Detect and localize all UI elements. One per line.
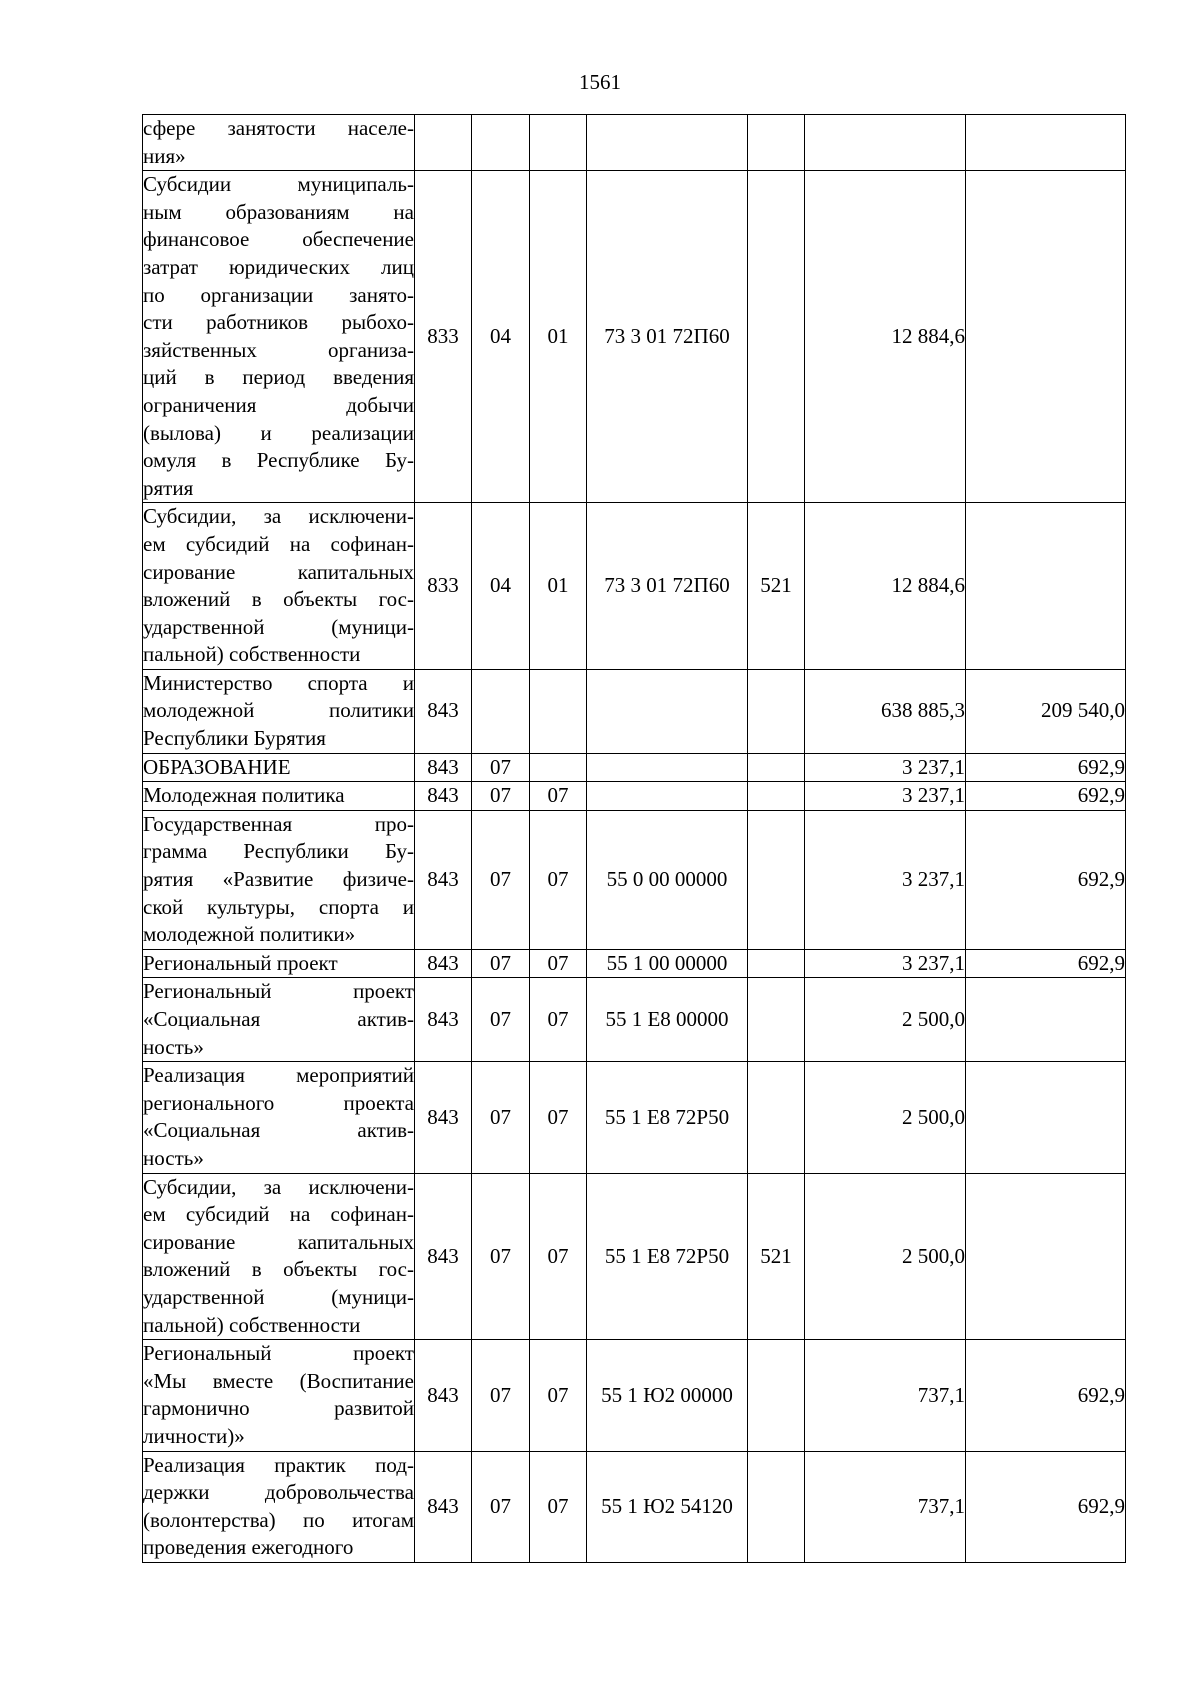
table-row xyxy=(143,171,1126,503)
amount-cell: 12 884,6 xyxy=(805,503,966,670)
item-name-line: ограничения добычи xyxy=(143,392,414,417)
subsection-cell: 01 xyxy=(530,503,587,670)
item-name-line: Государственная про- xyxy=(143,811,414,836)
target-article-cell: 55 1 E8 72P50 xyxy=(587,1173,748,1340)
amount-cell: 2 500,0 xyxy=(805,1173,966,1340)
item-name-line: Республики Бурятия xyxy=(143,726,326,751)
table-row xyxy=(143,1062,1126,1173)
item-name-line: «Мы вместе (Воспитание xyxy=(143,1368,414,1393)
item-name-line: ОБРАЗОВАНИЕ xyxy=(143,754,291,779)
item-name-line: ударственной (муници- xyxy=(143,614,414,639)
expense-type-cell xyxy=(748,753,805,782)
item-name-line: Министерство спорта и xyxy=(143,670,414,695)
item-name-line: «Социальная актив- xyxy=(143,1118,414,1143)
expense-type-cell: 521 xyxy=(748,1173,805,1340)
item-name-line: проведения ежегодного xyxy=(143,1535,354,1560)
table-row xyxy=(143,1451,1126,1562)
item-name-line: Региональный проект xyxy=(143,950,338,975)
item-name-cell xyxy=(143,1451,415,1562)
expense-type-cell xyxy=(748,669,805,753)
amount-cell: 3 237,1 xyxy=(805,753,966,782)
amount-cell-2 xyxy=(966,503,1126,670)
target-article-cell: 55 0 00 00000 xyxy=(587,810,748,949)
item-name-line: Субсидии, за исключени- xyxy=(143,504,414,529)
table-row xyxy=(143,810,1126,949)
table-row xyxy=(143,115,1126,171)
table-body xyxy=(143,115,1126,1563)
amount-cell-2: 692,9 xyxy=(966,1340,1126,1451)
item-name-cell xyxy=(143,810,415,949)
table-row xyxy=(143,978,1126,1062)
item-name-line: Субсидии муниципаль- xyxy=(143,172,414,197)
item-name-line: молодежной политики» xyxy=(143,922,356,947)
item-name-line: ным образованиям на xyxy=(143,199,414,224)
admin-code-cell xyxy=(415,115,472,171)
amount-cell-2: 692,9 xyxy=(966,810,1126,949)
expense-type-cell xyxy=(748,1451,805,1562)
item-name-cell xyxy=(143,949,415,978)
subsection-cell: 01 xyxy=(530,171,587,503)
amount-cell-2: 692,9 xyxy=(966,753,1126,782)
item-name-line: сирование капитальных xyxy=(143,1229,414,1254)
expense-type-cell xyxy=(748,782,805,811)
subsection-cell: 07 xyxy=(530,978,587,1062)
amount-cell: 2 500,0 xyxy=(805,978,966,1062)
amount-cell-2: 692,9 xyxy=(966,782,1126,811)
item-name-line: сти работников рыбохо- xyxy=(143,310,414,335)
item-name-line: пальной) собственности xyxy=(143,642,361,667)
target-article-cell: 55 1 00 00000 xyxy=(587,949,748,978)
item-name-line: ций в период введения xyxy=(143,365,414,390)
amount-cell-2: 209 540,0 xyxy=(966,669,1126,753)
admin-code-cell: 843 xyxy=(415,753,472,782)
item-name-line: омуля в Республике Бу- xyxy=(143,448,414,473)
section-cell: 07 xyxy=(472,1062,530,1173)
admin-code-cell: 833 xyxy=(415,171,472,503)
item-name-line: молодежной политики xyxy=(143,698,414,723)
subsection-cell: 07 xyxy=(530,1340,587,1451)
admin-code-cell: 843 xyxy=(415,782,472,811)
item-name-cell xyxy=(143,978,415,1062)
item-name-line: Молодежная политика xyxy=(143,783,345,808)
target-article-cell xyxy=(587,669,748,753)
admin-code-cell: 843 xyxy=(415,949,472,978)
item-name-line: вложений в объекты гос- xyxy=(143,587,414,612)
amount-cell-2: 692,9 xyxy=(966,1451,1126,1562)
section-cell xyxy=(472,115,530,171)
item-name-line: вложений в объекты гос- xyxy=(143,1257,414,1282)
item-name-line: Субсидии, за исключени- xyxy=(143,1174,414,1199)
amount-cell: 12 884,6 xyxy=(805,171,966,503)
section-cell: 04 xyxy=(472,171,530,503)
amount-cell-2 xyxy=(966,1062,1126,1173)
section-cell: 07 xyxy=(472,949,530,978)
expense-type-cell xyxy=(748,978,805,1062)
item-name-cell xyxy=(143,1340,415,1451)
amount-cell-2 xyxy=(966,978,1126,1062)
amount-cell-2 xyxy=(966,1173,1126,1340)
table-row xyxy=(143,753,1126,782)
table-row xyxy=(143,1340,1126,1451)
item-name-cell xyxy=(143,171,415,503)
item-name-cell xyxy=(143,115,415,171)
item-name-line: рятия «Развитие физиче- xyxy=(143,867,414,892)
expense-type-cell xyxy=(748,171,805,503)
amount-cell-2: 692,9 xyxy=(966,949,1126,978)
table-row xyxy=(143,503,1126,670)
item-name-line: (вылова) и реализации xyxy=(143,420,414,445)
table-row xyxy=(143,782,1126,811)
target-article-cell: 55 1 Ю2 00000 xyxy=(587,1340,748,1451)
expense-type-cell xyxy=(748,949,805,978)
item-name-cell xyxy=(143,1173,415,1340)
item-name-cell xyxy=(143,669,415,753)
expense-type-cell: 521 xyxy=(748,503,805,670)
subsection-cell: 07 xyxy=(530,1173,587,1340)
item-name-line: финансовое обеспечение xyxy=(143,227,414,252)
section-cell: 07 xyxy=(472,810,530,949)
item-name-line: грамма Республики Бу- xyxy=(143,839,414,864)
admin-code-cell: 843 xyxy=(415,669,472,753)
amount-cell xyxy=(805,115,966,171)
item-name-line: сирование капитальных xyxy=(143,559,414,584)
table-row xyxy=(143,1173,1126,1340)
page-number: 1561 xyxy=(579,70,621,94)
expense-type-cell xyxy=(748,115,805,171)
item-name-line: Региональный проект xyxy=(143,1341,414,1366)
admin-code-cell: 843 xyxy=(415,1451,472,1562)
item-name-cell xyxy=(143,753,415,782)
table-row xyxy=(143,669,1126,753)
item-name-line: «Социальная актив- xyxy=(143,1007,414,1031)
subsection-cell: 07 xyxy=(530,782,587,811)
target-article-cell: 73 3 01 72П60 xyxy=(587,503,748,670)
section-cell: 07 xyxy=(472,978,530,1062)
table-row xyxy=(143,949,1126,978)
item-name-line: пальной) собственности xyxy=(143,1312,361,1337)
admin-code-cell: 843 xyxy=(415,810,472,949)
target-article-cell: 73 3 01 72П60 xyxy=(587,171,748,503)
item-name-line: ской культуры, спорта и xyxy=(143,894,414,919)
section-cell: 07 xyxy=(472,1340,530,1451)
section-cell: 07 xyxy=(472,753,530,782)
subsection-cell xyxy=(530,115,587,171)
subsection-cell: 07 xyxy=(530,810,587,949)
budget-table xyxy=(142,114,1126,1563)
item-name-line: ем субсидий на софинан- xyxy=(143,1202,414,1227)
item-name-line: затрат юридических лиц xyxy=(143,254,414,279)
target-article-cell: 55 1 E8 72P50 xyxy=(587,1062,748,1173)
item-name-line: рятия xyxy=(143,475,194,500)
amount-cell: 3 237,1 xyxy=(805,949,966,978)
expense-type-cell xyxy=(748,810,805,949)
amount-cell: 3 237,1 xyxy=(805,782,966,811)
item-name-line: ность» xyxy=(143,1034,204,1059)
amount-cell: 737,1 xyxy=(805,1451,966,1562)
item-name-cell xyxy=(143,503,415,670)
item-name-cell xyxy=(143,1062,415,1173)
item-name-line: ем субсидий на софинан- xyxy=(143,531,414,556)
section-cell: 07 xyxy=(472,1451,530,1562)
expense-type-cell xyxy=(748,1340,805,1451)
admin-code-cell: 833 xyxy=(415,503,472,670)
amount-cell: 638 885,3 xyxy=(805,669,966,753)
item-name-line: сфере занятости населе- xyxy=(143,116,414,140)
subsection-cell: 07 xyxy=(530,1451,587,1562)
item-name-line: по организации занято- xyxy=(143,282,414,307)
item-name-line: Реализация мероприятий xyxy=(143,1063,414,1088)
item-name-line: ударственной (муници- xyxy=(143,1284,414,1309)
section-cell: 07 xyxy=(472,1173,530,1340)
admin-code-cell: 843 xyxy=(415,978,472,1062)
amount-cell: 2 500,0 xyxy=(805,1062,966,1173)
admin-code-cell: 843 xyxy=(415,1062,472,1173)
item-name-cell xyxy=(143,782,415,811)
item-name-line: Реализация практик под- xyxy=(143,1452,414,1477)
target-article-cell: 55 1 Ю2 54120 xyxy=(587,1451,748,1562)
section-cell: 07 xyxy=(472,782,530,811)
item-name-line: ность» xyxy=(143,1145,204,1170)
target-article-cell xyxy=(587,115,748,171)
subsection-cell: 07 xyxy=(530,949,587,978)
item-name-line: регионального проекта xyxy=(143,1090,414,1115)
amount-cell: 3 237,1 xyxy=(805,810,966,949)
item-name-line: гармонично развитой xyxy=(143,1396,414,1421)
admin-code-cell: 843 xyxy=(415,1340,472,1451)
target-article-cell xyxy=(587,753,748,782)
item-name-line: личности)» xyxy=(143,1423,245,1448)
target-article-cell xyxy=(587,782,748,811)
item-name-line: (волонтерства) по итогам xyxy=(143,1507,414,1532)
expense-type-cell xyxy=(748,1062,805,1173)
item-name-line: зяйственных организа- xyxy=(143,337,414,362)
item-name-line: держки добровольчества xyxy=(143,1480,414,1505)
item-name-line: ния» xyxy=(143,143,186,168)
section-cell xyxy=(472,669,530,753)
amount-cell-2 xyxy=(966,171,1126,503)
item-name-line: Региональный проект xyxy=(143,979,414,1004)
subsection-cell xyxy=(530,753,587,782)
target-article-cell: 55 1 E8 00000 xyxy=(587,978,748,1062)
subsection-cell: 07 xyxy=(530,1062,587,1173)
section-cell: 04 xyxy=(472,503,530,670)
amount-cell: 737,1 xyxy=(805,1340,966,1451)
subsection-cell xyxy=(530,669,587,753)
amount-cell-2 xyxy=(966,115,1126,171)
admin-code-cell: 843 xyxy=(415,1173,472,1340)
